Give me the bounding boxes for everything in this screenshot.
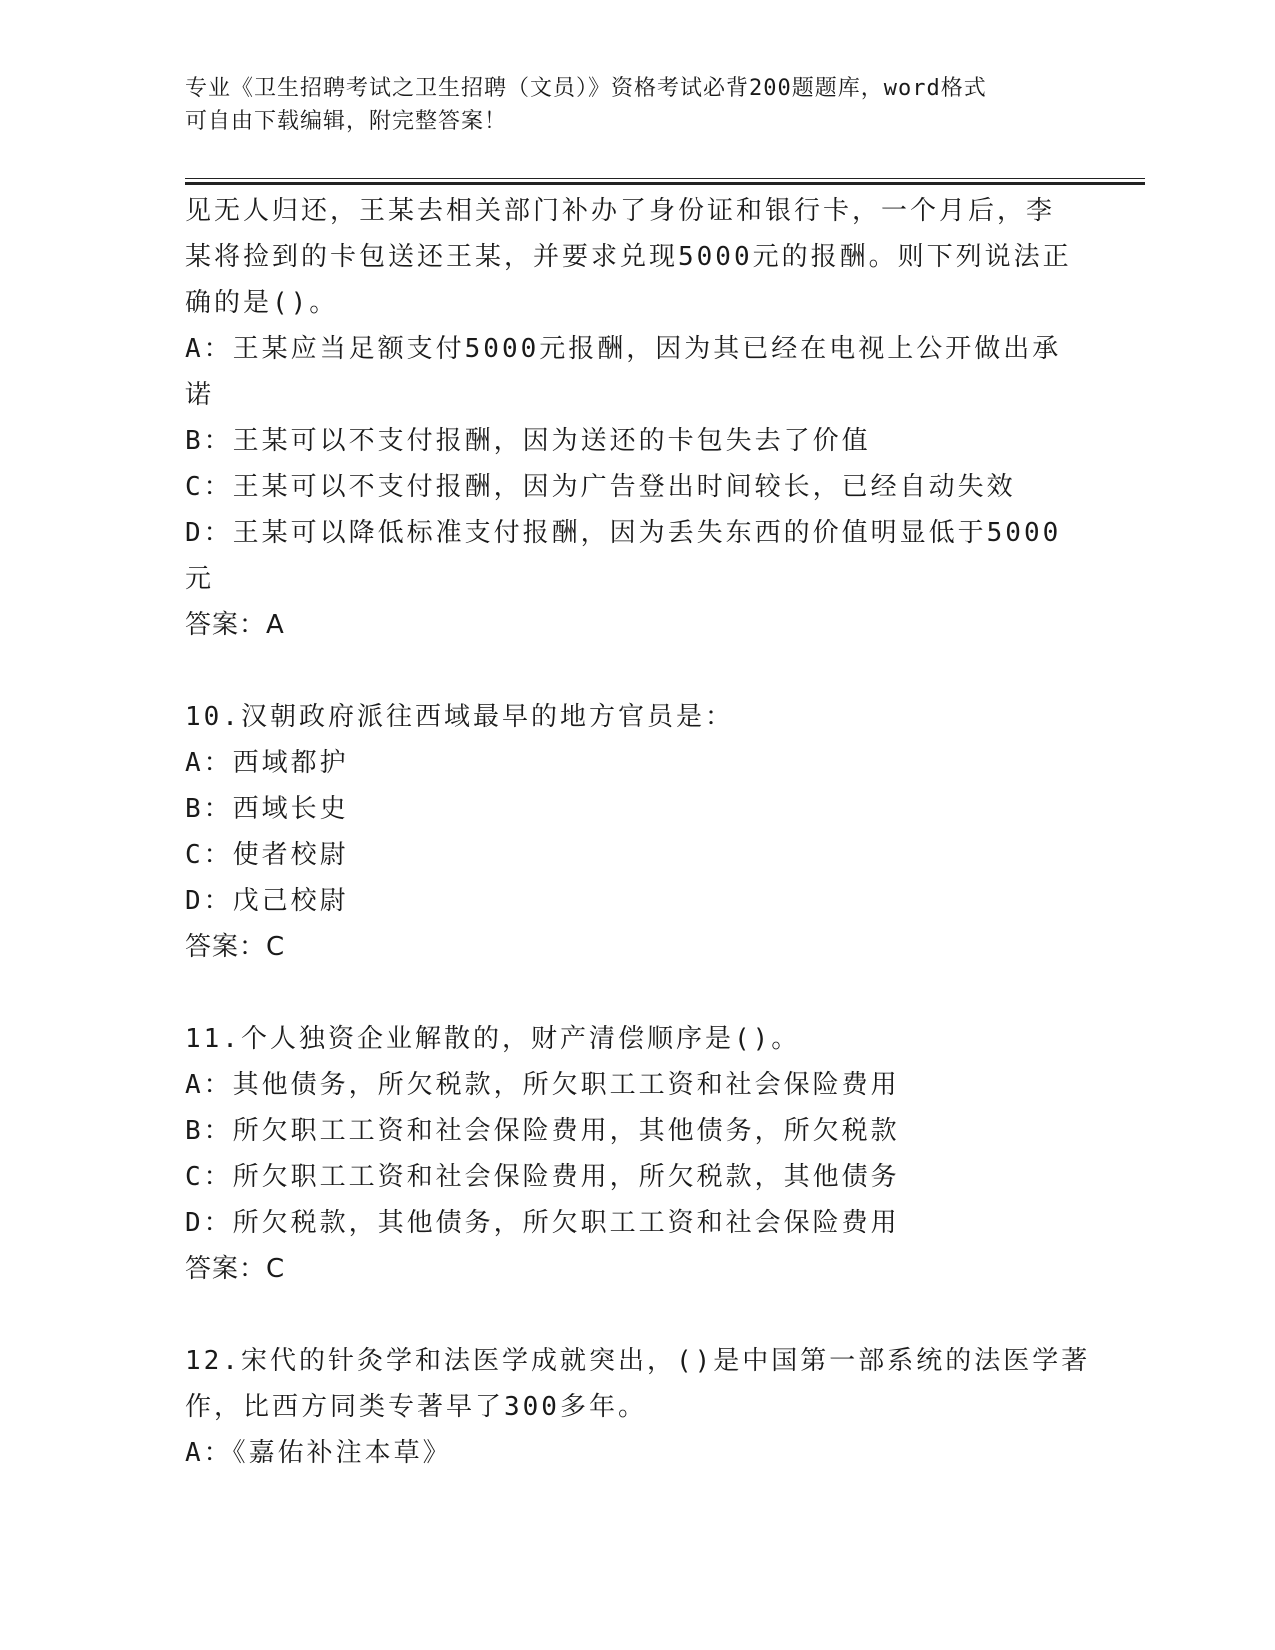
option-c: C：使者校尉: [185, 840, 349, 870]
question-10: [185, 694, 1085, 970]
document-header: [185, 72, 1065, 138]
header-line-2: 可自由下载编辑，附完整答案！: [185, 109, 508, 134]
answer-line: 答案：C: [185, 932, 286, 962]
option-a: A：《嘉佑补注本草》: [185, 1438, 452, 1468]
option-d-continued: 元: [185, 564, 215, 594]
question-stem-line: 12.宋代的针灸学和法医学成就突出，()是中国第一部系统的法医学著: [185, 1346, 1091, 1376]
option-b: B：西域长史: [185, 794, 349, 824]
option-b: B：所欠职工工资和社会保险费用，其他债务，所欠税款: [185, 1116, 900, 1146]
question-list: [185, 188, 1091, 1476]
question-spacer: [185, 970, 1085, 1016]
question-11: [185, 1016, 1085, 1292]
question-9: [185, 188, 1085, 648]
question-stem-line: 某将捡到的卡包送还王某，并要求兑现5000元的报酬。则下列说法正: [185, 242, 1072, 272]
option-a: A：西域都护: [185, 748, 349, 778]
question-stem-line: 见无人归还，王某去相关部门补办了身份证和银行卡，一个月后，李: [185, 196, 1056, 226]
option-b: B：王某可以不支付报酬，因为送还的卡包失去了价值: [185, 426, 871, 456]
answer-line: 答案：C: [185, 1254, 286, 1284]
header-divider-thin: [185, 178, 1145, 179]
header-divider-thick: [185, 182, 1145, 185]
option-a-continued: 诺: [185, 380, 215, 410]
option-d: D：戊己校尉: [185, 886, 349, 916]
question-stem-line: 作，比西方同类专著早了300多年。: [185, 1392, 647, 1422]
option-a: A：其他债务，所欠税款，所欠职工工资和社会保险费用: [185, 1070, 900, 1100]
header-line-1: 专业《卫生招聘考试之卫生招聘（文员）》资格考试必背200题题库，word格式: [185, 76, 987, 101]
question-12: [185, 1338, 1091, 1476]
option-c: C：王某可以不支付报酬，因为广告登出时间较长，已经自动失效: [185, 472, 1016, 502]
question-stem: 11.个人独资企业解散的，财产清偿顺序是()。: [185, 1024, 801, 1054]
option-a: A：王某应当足额支付5000元报酬，因为其已经在电视上公开做出承: [185, 334, 1062, 364]
question-stem: 10.汉朝政府派往西域最早的地方官员是：: [185, 702, 734, 732]
question-spacer: [185, 648, 1085, 694]
option-d: D：王某可以降低标准支付报酬，因为丢失东西的价值明显低于5000: [185, 518, 1062, 548]
question-spacer: [185, 1292, 1085, 1338]
option-c: C：所欠职工工资和社会保险费用，所欠税款，其他债务: [185, 1162, 900, 1192]
option-d: D：所欠税款，其他债务，所欠职工工资和社会保险费用: [185, 1208, 900, 1238]
question-stem-line: 确的是()。: [185, 288, 339, 318]
answer-line: 答案：A: [185, 610, 285, 640]
